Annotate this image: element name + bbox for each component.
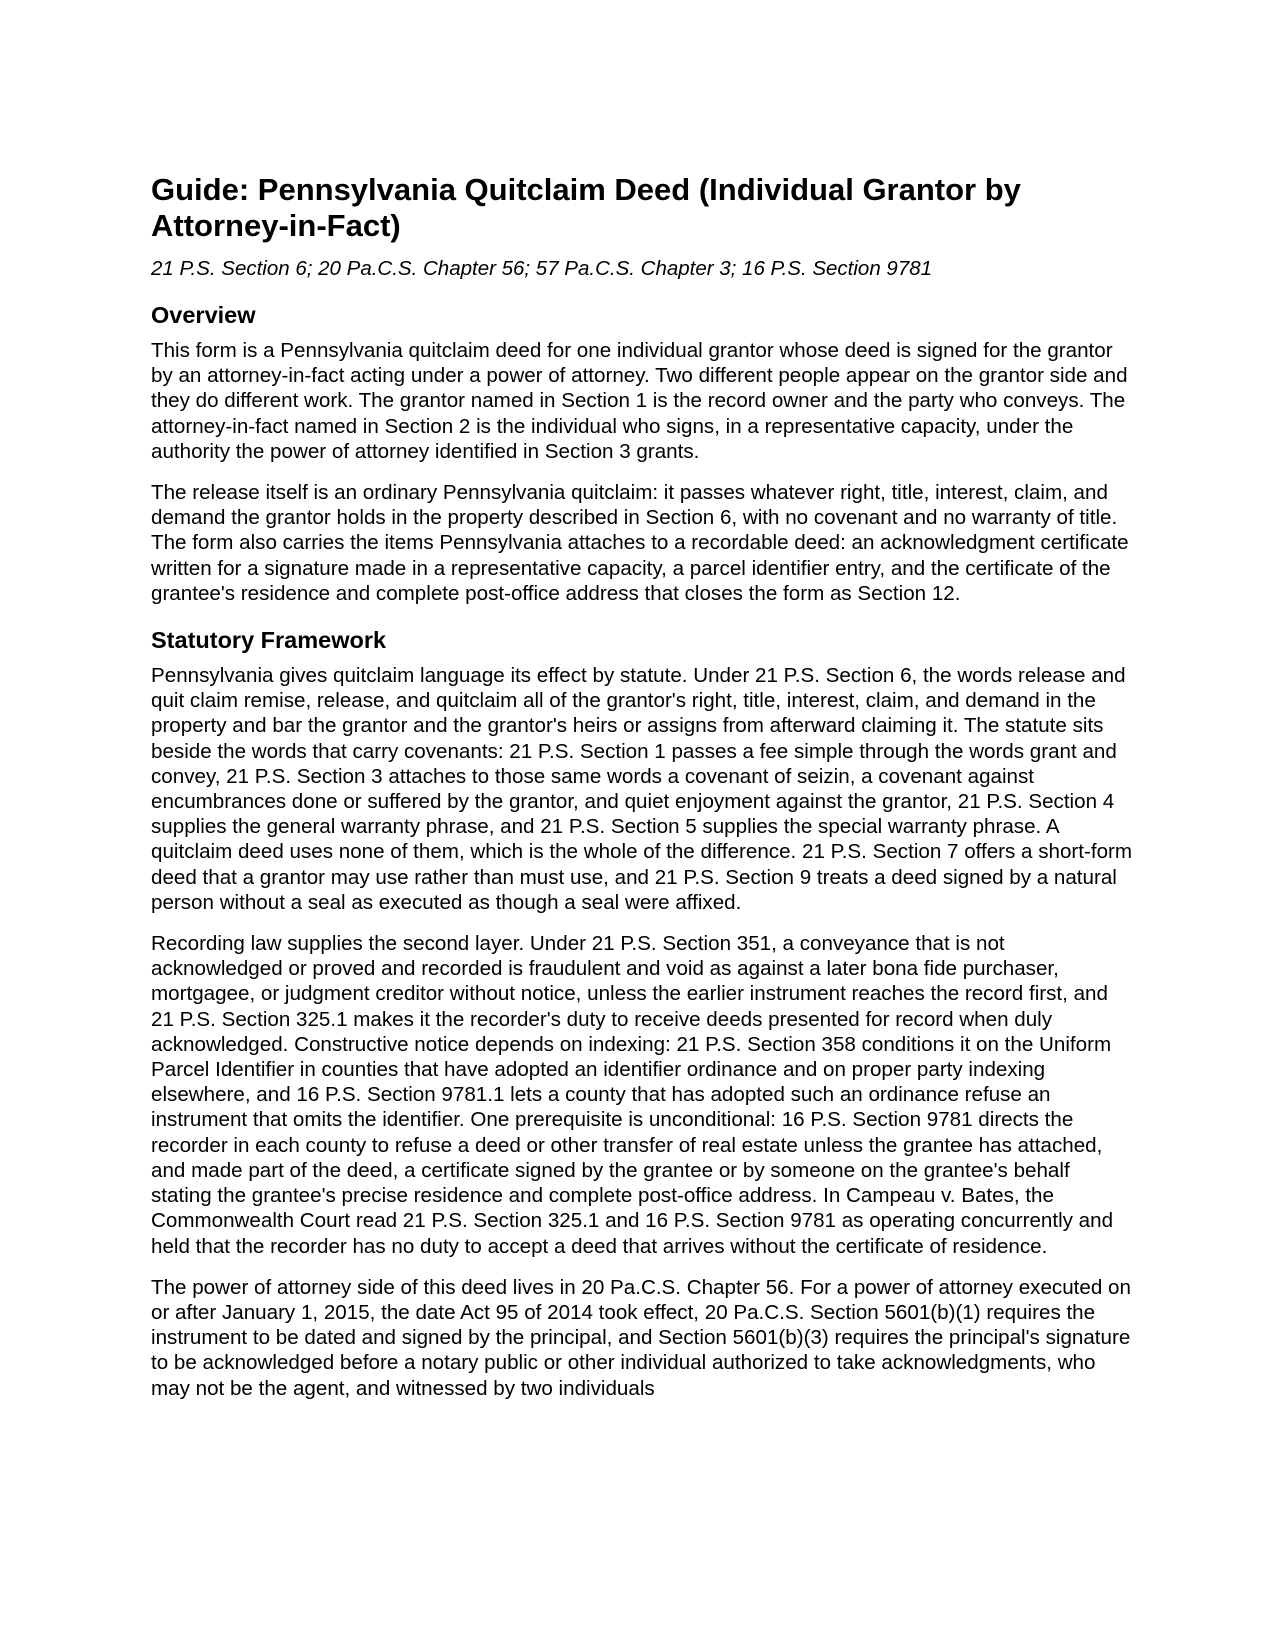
document-page [151, 172, 1136, 1401]
paragraph: The release itself is an ordinary Pennsylvania quitclaim: it passes whatever right, title, interest, claim, and demand the grantor holds in the property described in Section 6, with no covenant and no warranty of title. The form also carries the items Pennsylvania attaches to a recordable deed: an acknowledgment certificate written for a signature made in a representative capacity, a parcel identifier entry, and the certificate of the grantee's residence and complete post-office address that closes the form as Section 12. [151, 481, 1129, 605]
paragraph: Recording law supplies the second layer. Under 21 P.S. Section 351, a conveyance that is not acknowledged or proved and recorded is fraudulent and void as against a later bona fide purchaser, mortgagee, or judgment creditor without notice, unless the earlier instrument reaches the record first, and 21 P.S. Section 325.1 makes it the recorder's duty to receive deeds presented for record when duly acknowledged. Constructive notice depends on indexing: 21 P.S. Section 358 conditions it on the Uniform Parcel Identifier in counties that have adopted an identifier ordinance and on proper party indexing elsewhere, and 16 P.S. Section 9781.1 lets a county that has adopted such an ordinance refuse an instrument that omits the identifier. One prerequisite is unconditional: 16 P.S. Section 9781 directs the recorder in each county to refuse a deed or other transfer of real estate unless the grantee has attached, and made part of the deed, a certificate signed by the grantee or by someone on the grantee's behalf stating the grantee's precise residence and complete post-office address. In Campeau v. Bates, the Commonwealth Court read 21 P.S. Section 325.1 and 16 P.S. Section 9781 as operating concurrently and held that the recorder has no duty to accept a deed that arrives without the certificate of residence. [151, 932, 1114, 1258]
section-heading: Overview [151, 302, 256, 328]
paragraph: The power of attorney side of this deed lives in 20 Pa.C.S. Chapter 56. For a power of attorney executed on or after January 1, 2015, the date Act 95 of 2014 took effect, 20 Pa.C.S. Section 5601(b)(1) requires the instrument to be dated and signed by the principal, and Section 5601(b)(3) requires the principal's signature to be acknowledged before a notary public or other individual authorized to take acknowledgments, who may not be the agent, and witnessed by two individuals [151, 1275, 1131, 1400]
section-statutory-framework [151, 626, 1136, 1401]
statutory-citation: 21 P.S. Section 6; 20 Pa.C.S. Chapter 56; 57 Pa.C.S. Chapter 3; 16 P.S. Section 9781 [151, 257, 933, 280]
paragraph: Pennsylvania gives quitclaim language its effect by statute. Under 21 P.S. Section 6, the words release and quit claim remise, release, and quitclaim all of the grantor's right, title, interest, claim, and demand in the property and bar the grantor and the grantor's heirs or assigns from afterward claiming it. The statute sits beside the words that carry covenants: 21 P.S. Section 1 passes a fee simple through the words grant and convey, 21 P.S. Section 3 attaches to those same words a covenant of seizin, a covenant against encumbrances done or suffered by the grantor, and quiet enjoyment against the grantor, 21 P.S. Section 4 supplies the general warranty phrase, and 21 P.S. Section 5 supplies the special warranty phrase. A quitclaim deed uses none of them, which is the whole of the difference. 21 P.S. Section 7 offers a short-form deed that a grantor may use rather than must use, and 21 P.S. Section 9 treats a deed signed by a natural person without a seal as executed as though a seal were affixed. [151, 664, 1133, 914]
section-overview [151, 301, 1136, 606]
document-title: Guide: Pennsylvania Quitclaim Deed (Individual Grantor by Attorney-in-Fact) [151, 172, 1021, 243]
section-heading: Statutory Framework [151, 627, 387, 654]
paragraph: This form is a Pennsylvania quitclaim deed for one individual grantor whose deed is signed for the grantor by an attorney-in-fact acting under a power of attorney. Two different people appear on the grantor side and they do different work. The grantor named in Section 1 is the record owner and the party who conveys. The attorney-in-fact named in Section 2 is the individual who signs, in a representative capacity, under the authority the power of attorney identified in Section 3 grants. [151, 339, 1128, 463]
